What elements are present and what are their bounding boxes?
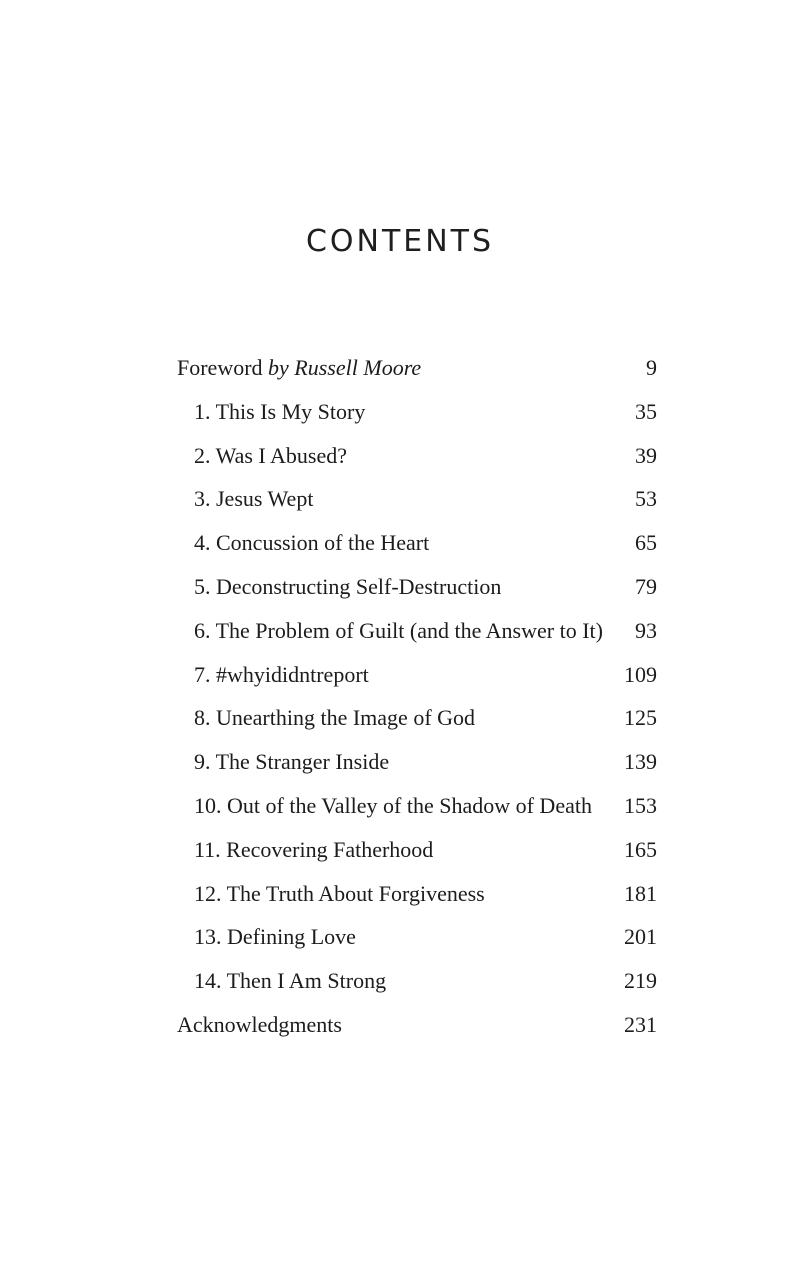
toc-entry-chapter <box>177 959 657 1003</box>
toc-entry-title: 2. Was I Abused? <box>194 442 348 468</box>
toc-entry-title: 13. Defining Love <box>194 924 356 950</box>
toc-entry-chapter <box>177 565 657 609</box>
toc-page-number: 79 <box>635 573 657 599</box>
toc-page-number: 109 <box>624 661 657 687</box>
toc-page-number: 165 <box>624 836 657 862</box>
toc-entry-title: 14. Then I Am Strong <box>194 968 387 994</box>
toc-entry-foreword <box>177 346 657 390</box>
toc-entry-chapter <box>177 609 657 653</box>
toc-entry-title: 7. #whyididntreport <box>194 661 369 687</box>
toc-entry-chapter <box>177 434 657 478</box>
toc-entry-acknowledgments <box>177 1003 657 1047</box>
toc-entry-chapter <box>177 696 657 740</box>
toc-entry-title: Acknowledgments <box>177 1011 342 1037</box>
toc-entry-title: 9. The Stranger Inside <box>194 749 390 775</box>
toc-entry-chapter <box>177 390 657 434</box>
toc-entry-chapter <box>177 915 657 959</box>
toc-entry-title: 8. Unearthing the Image of God <box>194 705 476 731</box>
toc-entry-chapter <box>177 653 657 697</box>
toc-entry-chapter <box>177 521 657 565</box>
toc-entry-title: 12. The Truth About Forgiveness <box>194 880 485 906</box>
toc-page-number: 9 <box>646 355 657 380</box>
toc-page-number: 139 <box>624 749 657 775</box>
toc-page-number: 231 <box>624 1011 657 1037</box>
toc-page-number: 201 <box>624 924 657 950</box>
toc-page-number: 153 <box>624 792 657 818</box>
toc-page-number: 125 <box>624 705 657 731</box>
toc-page-number: 181 <box>624 880 657 906</box>
toc-page-number: 219 <box>624 968 657 994</box>
toc-page-number: 65 <box>635 530 657 556</box>
toc-entry-title: 1. This Is My Story <box>194 398 366 424</box>
foreword-label: Foreword <box>177 355 263 380</box>
toc-entry-title: 6. The Problem of Guilt (and the Answer to It) <box>194 617 603 643</box>
toc-entry-chapter <box>177 828 657 872</box>
toc-entry-title: 5. Deconstructing Self-Destruction <box>194 573 502 599</box>
toc-entry-title: 11. Recovering Fatherhood <box>194 836 434 862</box>
toc-entry-title: 10. Out of the Valley of the Shadow of Death <box>194 792 592 818</box>
toc-entry-title <box>177 346 421 390</box>
toc-page-number: 93 <box>635 617 657 643</box>
toc-page-number: 35 <box>635 398 657 424</box>
toc-entry-chapter <box>177 740 657 784</box>
toc-entry-chapter <box>177 872 657 916</box>
toc-entry-chapter <box>177 784 657 828</box>
toc-page-number: 39 <box>635 442 657 468</box>
toc-entry-title: 3. Jesus Wept <box>194 486 314 512</box>
page-title: CONTENTS <box>305 224 495 259</box>
toc-entry-chapter <box>177 477 657 521</box>
toc-entry-title: 4. Concussion of the Heart <box>194 530 430 556</box>
table-of-contents <box>177 346 657 1047</box>
toc-page-number: 53 <box>635 486 657 512</box>
foreword-author: by Russell Moore <box>268 355 422 380</box>
